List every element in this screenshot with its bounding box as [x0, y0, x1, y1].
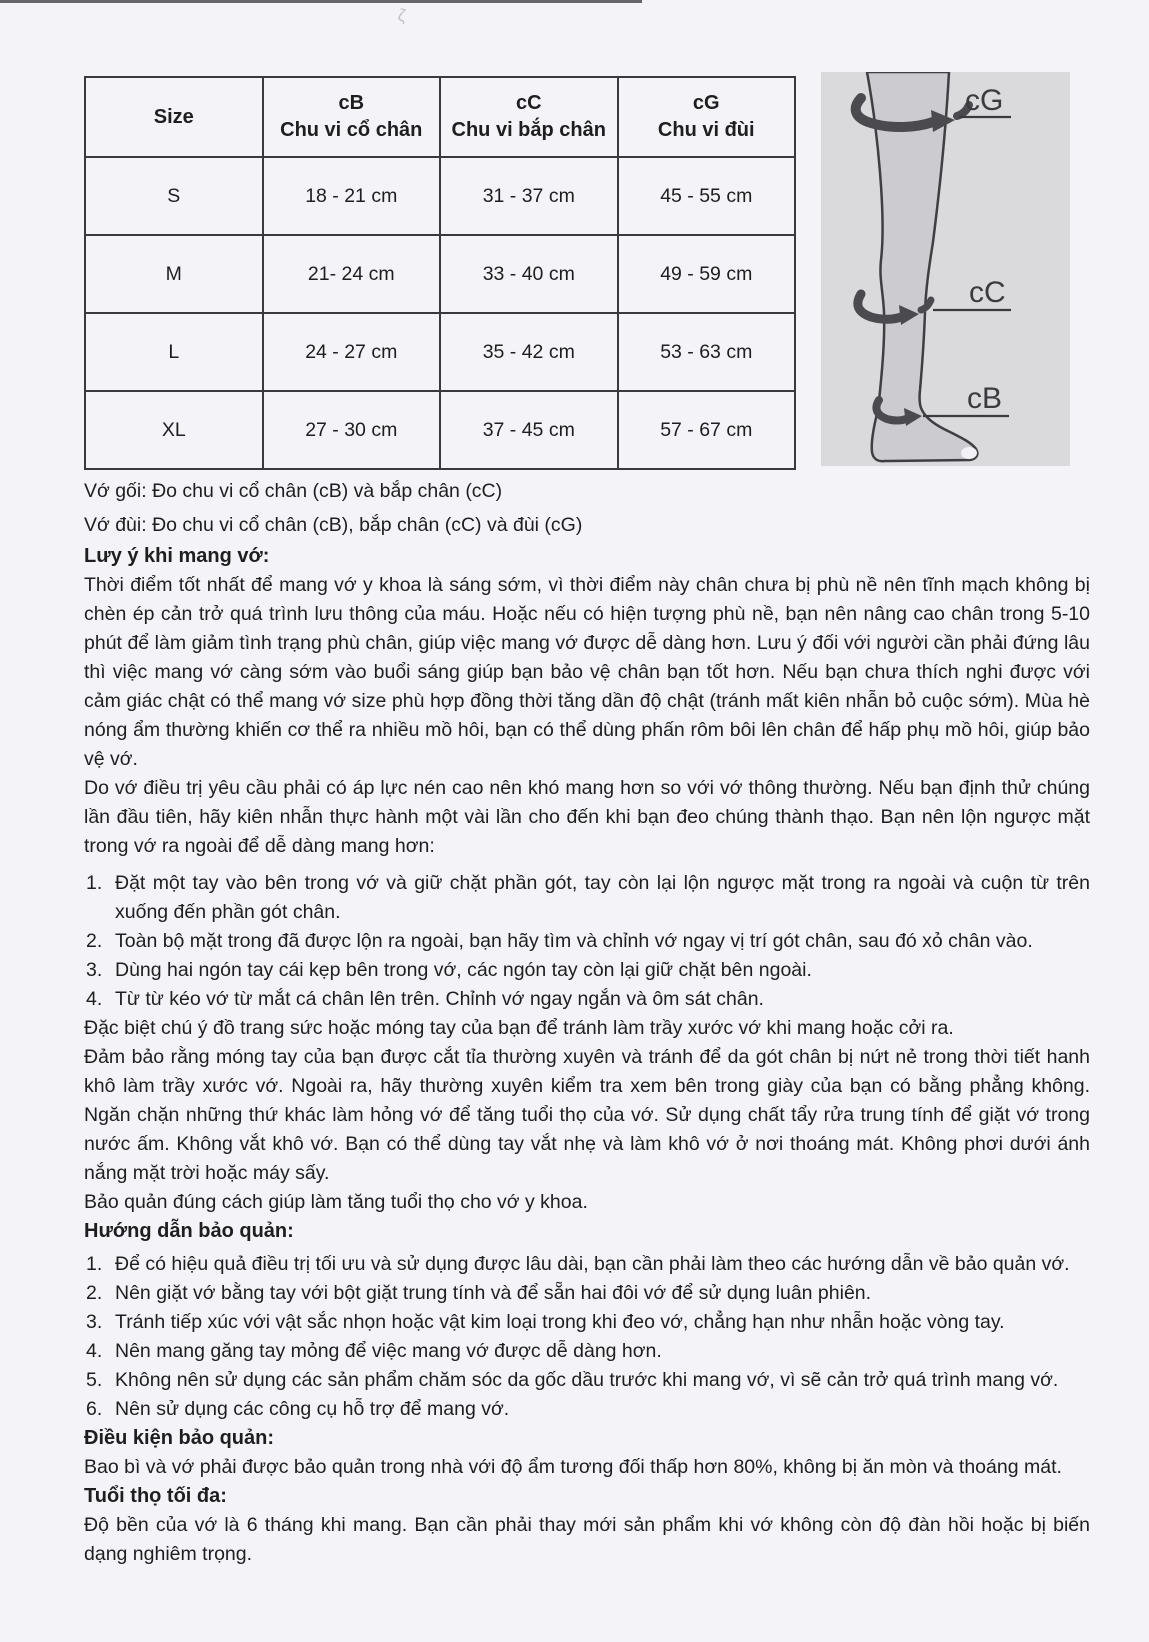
- para-storage-note: Bảo quản đúng cách giúp làm tăng tuổi thọ cho vớ y khoa.: [84, 1191, 588, 1213]
- col-header-cb-code: cB: [338, 92, 365, 114]
- cell-size-m: M: [85, 235, 263, 313]
- caption-knee-sock: Vớ gối: Đo chu vi cổ chân (cB) và bắp chân (cC): [84, 480, 503, 502]
- wearing-step-1: Đặt một tay vào bên trong vớ và giữ chặt phần gót, tay còn lại lộn ngược mặt trong ra ngoài và cuộn từ trên xuống đến phần gót chân.: [115, 872, 1090, 923]
- para-storage-conditions: Bao bì và vớ phải được bảo quản trong nhà với độ ẩm tương đối thấp hơn 80%, không bị ăn mòn và thoáng mát.: [84, 1456, 1062, 1478]
- cell-s-cc: 31 - 37 cm: [440, 157, 618, 235]
- care-instructions-list: [84, 1250, 1090, 1424]
- cell-size-s: S: [85, 157, 263, 235]
- cell-l-cb: 24 - 27 cm: [263, 313, 441, 391]
- document-text-column: [84, 470, 1090, 1569]
- wearing-steps-list: [84, 869, 1090, 1014]
- col-header-size: [85, 77, 263, 157]
- wearing-step-3: Dùng hai ngón tay cái kẹp bên trong vớ, các ngón tay còn lại giữ chặt bên ngoài.: [115, 959, 812, 981]
- para-max-lifespan: Độ bền của vớ là 6 tháng khi mang. Bạn cần phải thay mới sản phẩm khi vớ không còn độ đàn hồi hoặc bị biến dạng nghiêm trọng.: [84, 1514, 1090, 1565]
- para-wearing-2: Do vớ điều trị yêu cầu phải có áp lực nén cao nên khó mang hơn so với vớ thông thường. Nếu bạn định thử chúng lần đầu tiên, hãy kiên nhẫn thực hành một vài lần cho đến khi bạn đeo chúng thành thạo. Bạn nên lộn ngược mặt trong vớ ra ngoài để dễ dàng mang hơn:: [84, 777, 1090, 857]
- cell-m-cc: 33 - 40 cm: [440, 235, 618, 313]
- toe-highlight: [961, 447, 977, 459]
- care-item-3: Tránh tiếp xúc với vật sắc nhọn hoặc vật kim loại trong khi đeo vớ, chẳng hạn như nhẫn hoặc vòng tay.: [115, 1311, 1005, 1333]
- cell-size-xl: XL: [85, 391, 263, 469]
- heading-care-instructions: Hướng dẫn bảo quản:: [84, 1220, 294, 1242]
- leg-diagram-svg: [821, 72, 1070, 466]
- cell-m-cb: 21- 24 cm: [263, 235, 441, 313]
- col-header-cc: [440, 77, 618, 157]
- wearing-step-2: Toàn bộ mặt trong đã được lộn ra ngoài, bạn hãy tìm và chỉnh vớ ngay vị trí gót chân, sau đó xỏ chân vào.: [115, 930, 1033, 952]
- table-row-m: [85, 235, 795, 313]
- ankle-label: cB: [967, 382, 1003, 415]
- table-row-l: [85, 313, 795, 391]
- col-header-cg-label: Chu vi đùi: [657, 119, 755, 141]
- col-header-cg: [618, 77, 796, 157]
- cell-s-cg: 45 - 55 cm: [618, 157, 796, 235]
- table-row-xl: [85, 391, 795, 469]
- size-table: [84, 76, 796, 470]
- cell-l-cg: 53 - 63 cm: [618, 313, 796, 391]
- wearing-step-4: Từ từ kéo vớ từ mắt cá chân lên trên. Chỉnh vớ ngay ngắn và ôm sát chân.: [115, 988, 764, 1010]
- para-jewelry-warning: Đặc biệt chú ý đồ trang sức hoặc móng tay của bạn để tránh làm trầy xước vớ khi mang hoặc cởi ra.: [84, 1017, 954, 1039]
- col-header-cb-label: Chu vi cổ chân: [280, 119, 423, 141]
- size-table-header-row: [85, 77, 795, 157]
- care-item-2: Nên giặt vớ bằng tay với bột giặt trung tính và để sẵn hai đôi vớ để sử dụng luân phiên.: [115, 1282, 872, 1304]
- caption-thigh-sock: Vớ đùi: Đo chu vi cổ chân (cB), bắp chân (cC) và đùi (cG): [84, 514, 583, 536]
- leg-measurement-diagram: [821, 72, 1070, 466]
- scan-edge-line: [0, 0, 642, 3]
- col-header-cb: [263, 77, 441, 157]
- cell-xl-cb: 27 - 30 cm: [263, 391, 441, 469]
- para-wearing-1: Thời điểm tốt nhất để mang vớ y khoa là sáng sớm, vì thời điểm này chân chưa bị phù nề nên tĩnh mạch không bị chèn ép cản trở quá trình lưu thông của máu. Hoặc nếu có hiện tượng phù nề, bạn nên nâng cao chân trong 5-10 phút để làm giảm tình trạng phù chân, giúp việc mang vớ được dễ dàng hơn. Lưu ý đối với người cần phải đứng lâu thì việc mang vớ càng sớm vào buổi sáng giúp bạn bảo vệ chân bạn tốt hơn. Nếu bạn chưa thích nghi được với cảm giác chật có thể mang vớ size phù hợp đồng thời tăng dần độ chật (tránh mất kiên nhẫn bỏ cuộc sớm). Mùa hè nóng ẩm thường khiến cơ thể ra nhiều mồ hôi, bạn có thể dùng phấn rôm bôi lên chân để hấp phụ mồ hôi, giúp bảo vệ vớ.: [84, 574, 1090, 770]
- col-header-cg-code: cG: [692, 92, 720, 114]
- care-item-6: Nên sử dụng các công cụ hỗ trợ để mang vớ.: [115, 1398, 510, 1420]
- para-nail-care: Đảm bảo rằng móng tay của bạn được cắt tỉa thường xuyên và tránh để da gót chân bị nứt nẻ trong thời tiết hanh khô làm trầy xước vớ. Ngoài ra, hãy thường xuyên kiểm tra xem bên trong giày của bạn có bằng phẳng không. Ngăn chặn những thứ khác làm hỏng vớ để tăng tuổi thọ của vớ. Sử dụng chất tẩy rửa trung tính để giặt vớ trong nước ấm. Không vắt khô vớ. Bạn có thể dùng tay vắt nhẹ và làm khô vớ ở nơi thoáng mát. Không phơi dưới ánh nắng mặt trời hoặc máy sấy.: [84, 1046, 1090, 1184]
- scan-smudge: ζ: [396, 5, 407, 26]
- cell-size-l: L: [85, 313, 263, 391]
- cell-xl-cc: 37 - 45 cm: [440, 391, 618, 469]
- col-header-cc-code: cC: [515, 92, 542, 114]
- care-item-4: Nên mang găng tay mỏng để việc mang vớ được dễ dàng hơn.: [115, 1340, 662, 1362]
- table-row-s: [85, 157, 795, 235]
- cell-l-cc: 35 - 42 cm: [440, 313, 618, 391]
- heading-wearing-notes: Lưy ý khi mang vớ:: [84, 545, 270, 567]
- heading-storage-conditions: Điều kiện bảo quản:: [84, 1427, 275, 1449]
- thigh-label: cG: [965, 84, 1004, 117]
- care-item-5: Không nên sử dụng các sản phẩm chăm sóc da gốc dầu trước khi mang vớ, vì sẽ cản trở quá trình mang vớ.: [115, 1369, 1059, 1391]
- cell-s-cb: 18 - 21 cm: [263, 157, 441, 235]
- cell-m-cg: 49 - 59 cm: [618, 235, 796, 313]
- col-header-cc-label: Chu vi bắp chân: [451, 119, 606, 141]
- calf-label: cC: [969, 276, 1006, 309]
- col-header-size-label: Size: [153, 105, 194, 128]
- cell-xl-cg: 57 - 67 cm: [618, 391, 796, 469]
- care-item-1: Để có hiệu quả điều trị tối ưu và sử dụng được lâu dài, bạn cần phải làm theo các hướng dẫn về bảo quản vớ.: [115, 1253, 1070, 1275]
- heading-max-lifespan: Tuổi thọ tối đa:: [84, 1485, 227, 1507]
